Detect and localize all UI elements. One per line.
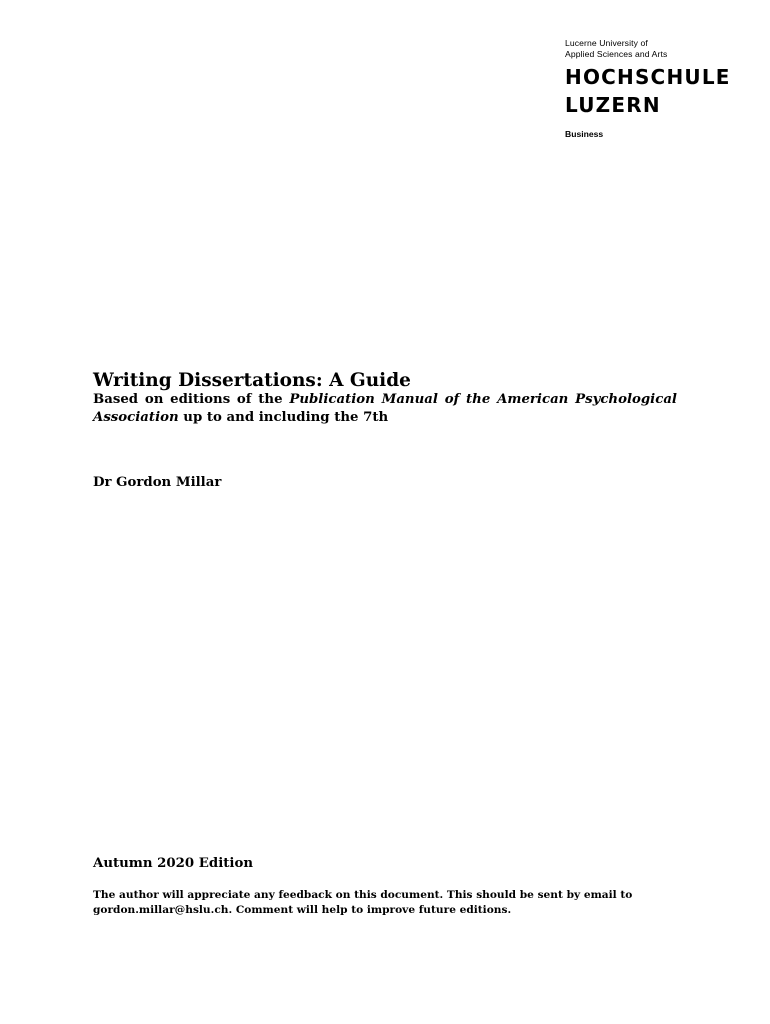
- logo-name-line1: HOCHSCHULE: [565, 65, 731, 89]
- document-author: Dr Gordon Millar: [93, 475, 222, 490]
- document-subtitle: [93, 391, 677, 427]
- feedback-note: The author will appreciate any feedback on this document. This should be sent by email to gordon.millar@hslu.ch. Comment will help to improve future editions.: [93, 889, 633, 916]
- subtitle-tail: up to and including the 7th: [183, 410, 389, 425]
- logo-tagline-line2: Applied Sciences and Arts: [565, 49, 668, 59]
- university-logo: [565, 38, 755, 139]
- subtitle-lead: Based on editions of the: [93, 392, 283, 407]
- document-title: Writing Dissertations: A Guide: [93, 370, 411, 391]
- logo-name-line2: LUZERN: [565, 93, 661, 117]
- logo-tagline-line1: Lucerne University of: [565, 38, 648, 48]
- document-edition: Autumn 2020 Edition: [93, 856, 254, 871]
- subtitle-manual-name: Publication Manual of the American Psychological Association: [93, 392, 677, 425]
- logo-department: Business: [565, 129, 604, 139]
